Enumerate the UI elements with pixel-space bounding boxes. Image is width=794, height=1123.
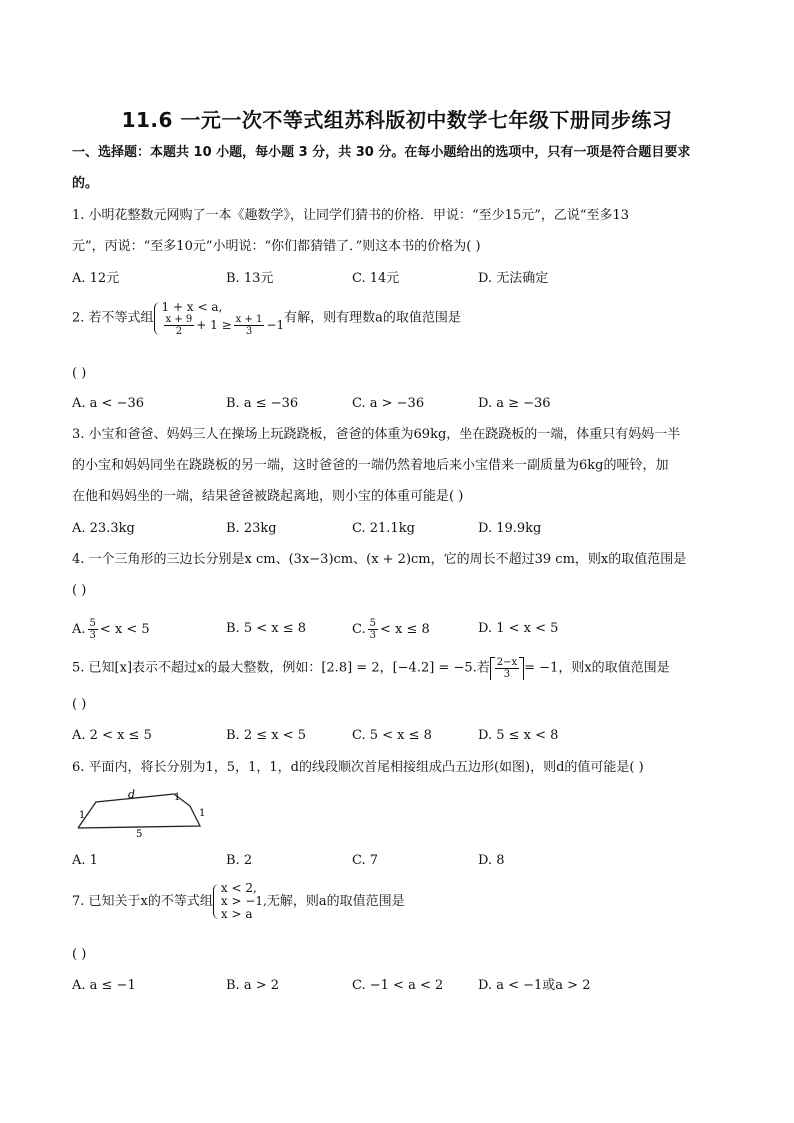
q3-option-c: C. 21.1kg bbox=[352, 521, 415, 536]
q4-option-c: C. $\frac{5}{3}$ < x ≤ 8 bbox=[352, 618, 430, 641]
q3-option-d: D. 19.9kg bbox=[478, 521, 542, 536]
q5-stem bbox=[72, 657, 670, 680]
q1-text-line-1: 1. 小明花整数元网购了一本《趣数学》，让同学们猜书的价格．甲说：“至少15元”，乙说“至多13 bbox=[72, 208, 630, 223]
q7-row-3: x > a bbox=[220, 907, 253, 921]
q2-inequality-system bbox=[154, 300, 285, 337]
figure-label-top-right: 1 bbox=[174, 792, 181, 803]
q6-text-line-1: 6. 平面内，将长分别为1，5，1，1，d的线段顺次首尾相接组成凸五边形(如图)，则d的值可能是( ) bbox=[72, 760, 644, 775]
q6-option-b: B. 2 bbox=[226, 853, 253, 868]
q5-option-c: C. 5 < x ≤ 8 bbox=[352, 728, 432, 743]
q1-option-d: D. 无法确定 bbox=[478, 271, 549, 286]
q7-suffix: 无解，则a的取值范围是 bbox=[266, 894, 405, 909]
q4-option-a: A. $\frac{5}{3}$ < x < 5 bbox=[72, 618, 150, 641]
q7-option-d: D. a < −1或a > 2 bbox=[478, 978, 591, 993]
q7-option-b: B. a > 2 bbox=[226, 978, 279, 993]
q5-option-d: D. 5 ≤ x < 8 bbox=[478, 728, 559, 743]
q5-fraction: $\frac{2-x}{3}$ bbox=[496, 657, 518, 680]
figure-label-right: 1 bbox=[199, 808, 206, 819]
pentagon-outline bbox=[78, 794, 200, 828]
q7-prefix: 7. 已知关于x的不等式组 bbox=[72, 894, 213, 909]
q6-option-c: C. 7 bbox=[352, 853, 379, 868]
q4-option-b: B. 5 < x ≤ 8 bbox=[226, 621, 307, 636]
q2-option-d: D. a ≥ −36 bbox=[478, 396, 551, 411]
q7-option-c: C. −1 < a < 2 bbox=[352, 978, 444, 993]
q4-option-a-fraction: $\frac{5}{3}$ bbox=[89, 618, 96, 641]
q5-option-b: B. 2 ≤ x < 5 bbox=[226, 728, 307, 743]
q4-answer-paren: ( ) bbox=[72, 583, 87, 598]
q7-stem bbox=[72, 882, 405, 921]
q1-option-c: C. 14元 bbox=[352, 271, 400, 286]
q3-option-a: A. 23.3kg bbox=[72, 521, 135, 536]
section-header-line-2: 的。 bbox=[72, 176, 99, 191]
q7-inequality-system bbox=[213, 882, 267, 921]
q5-option-a: A. 2 < x ≤ 5 bbox=[72, 728, 152, 743]
q2-stem bbox=[72, 300, 461, 337]
q2-option-b: B. a ≤ −36 bbox=[226, 396, 299, 411]
page-title: 11.6 一元一次不等式组苏科版初中数学七年级下册同步练习 bbox=[121, 108, 673, 132]
q5-answer-paren: ( ) bbox=[72, 697, 87, 712]
q3-option-b: B. 23kg bbox=[226, 521, 277, 536]
q3-text-line-3: 在他和妈妈坐的一端，结果爸爸被跷起离地，则小宝的体重可能是( ) bbox=[72, 489, 464, 504]
q7-option-a: A. a ≤ −1 bbox=[72, 978, 136, 993]
q2-fraction-2: $\frac{x + 1}{3}$ bbox=[235, 314, 263, 337]
q2-suffix: 有解，则有理数a的取值范围是 bbox=[284, 310, 461, 326]
q4-text-line-1: 4. 一个三角形的三边长分别是x cm、(3x−3)cm、(x + 2)cm，它的周长不超过39 cm，则x的取值范围是 bbox=[72, 552, 687, 567]
q1-text-line-2: 元”，丙说：“至多10元”小明说：“你们都猜错了．”则这本书的价格为( ) bbox=[72, 239, 481, 254]
q4-option-d: D. 1 < x < 5 bbox=[478, 621, 559, 636]
q6-option-d: D. 8 bbox=[478, 853, 505, 868]
q1-option-a: A. 12元 bbox=[72, 271, 120, 286]
q7-row-1: x < 2, bbox=[220, 881, 257, 895]
q7-row-2: x > −1, bbox=[220, 894, 267, 908]
q7-answer-paren: ( ) bbox=[72, 947, 87, 962]
q3-text-line-2: 的小宝和妈妈同坐在跷跷板的另一端，这时爸爸的一端仍然着地后来小宝借来一副质量为6kg的哑铃，加 bbox=[72, 458, 669, 473]
q2-row-1: 1 + x < a, bbox=[161, 300, 223, 314]
q2-option-c: C. a > −36 bbox=[352, 396, 425, 411]
section-header-line-1: 一、选择题：本题共 10 小题，每小题 3 分，共 30 分。在每小题给出的选项中，只有一项是符合题目要求 bbox=[72, 145, 691, 160]
q2-fraction-1: $\frac{x + 9}{2}$ bbox=[165, 314, 193, 337]
q4-option-c-fraction: $\frac{5}{3}$ bbox=[369, 618, 376, 641]
q5-floor-bracket bbox=[490, 657, 524, 680]
q5-suffix: = −1，则x的取值范围是 bbox=[524, 660, 670, 676]
figure-label-d: d bbox=[128, 788, 136, 801]
q2-prefix: 2. 若不等式组 bbox=[72, 310, 154, 326]
q2-option-a: A. a < −36 bbox=[72, 396, 144, 411]
q5-prefix: 5. 已知[x]表示不超过x的最大整数，例如：[2.8] = 2，[−4.2] = −5.若 bbox=[72, 660, 490, 676]
pentagon-figure bbox=[72, 786, 212, 838]
q1-option-b: B. 13元 bbox=[226, 271, 274, 286]
q3-text-line-1: 3. 小宝和爸爸、妈妈三人在操场上玩跷跷板，爸爸的体重为69kg，坐在跷跷板的一端，体重只有妈妈一半 bbox=[72, 427, 681, 442]
q2-row-2: $\frac{x + 9}{2}$ + 1 ≥ $\frac{x + 1}{3}$ −1 bbox=[165, 314, 285, 337]
q6-option-a: A. 1 bbox=[72, 853, 98, 868]
q2-answer-paren: ( ) bbox=[72, 366, 87, 381]
figure-label-left: 1 bbox=[79, 810, 86, 821]
figure-label-bottom: 5 bbox=[136, 829, 143, 838]
